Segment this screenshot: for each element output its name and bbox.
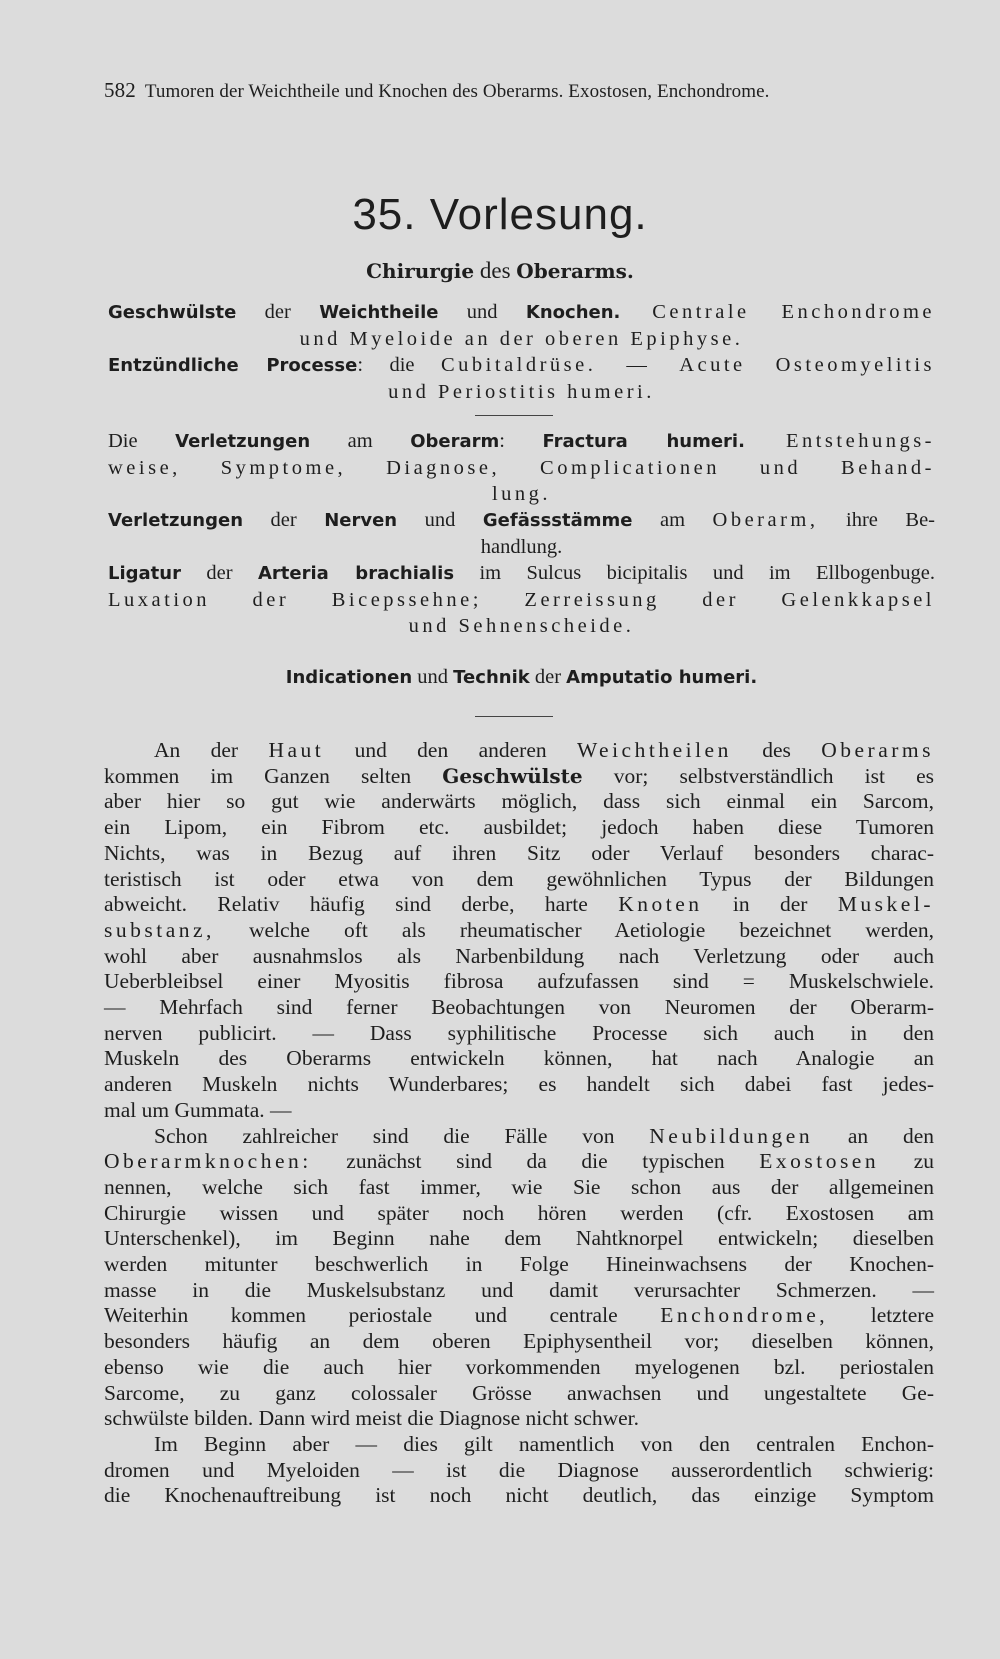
bold-term: Oberarm (410, 431, 500, 452)
text-line (108, 507, 935, 534)
text-line (108, 299, 935, 326)
lecture-title: 35. Vorlesung. (352, 190, 648, 239)
text-run: des (731, 738, 822, 762)
text-run: nerven publicirt. — Dass syphilitische Processe sich auch in den (104, 1020, 934, 1045)
bold-term: Indicationen (285, 667, 413, 688)
text-line (108, 481, 935, 507)
text-line (104, 738, 934, 764)
text-line (104, 1278, 934, 1304)
text-line (108, 326, 935, 352)
page-number: 582 (104, 78, 136, 102)
text-line (104, 1329, 934, 1355)
summary-block-injuries (108, 428, 935, 639)
text-run: teristisch ist oder etwa von dem gewöhnlichen Typus der Bildungen (104, 866, 934, 891)
text-run: an den (813, 1123, 934, 1148)
subtitle-part-c: Oberarms. (516, 259, 634, 283)
text-line (104, 1355, 934, 1381)
text-run: die Knochenauftreibung ist noch nicht deutlich, das einzige Symptom (104, 1483, 934, 1508)
text-run: kommen im Ganzen selten (104, 763, 443, 788)
spaced-term: und Myeloide an der oberen Epiphyse. (299, 328, 744, 350)
text-line (104, 918, 934, 944)
spaced-term: Oberarmknochen: (104, 1149, 312, 1174)
text-line (108, 352, 935, 379)
text-run: am (310, 430, 411, 452)
text-line (104, 867, 934, 893)
lecture-subtitle (0, 258, 1000, 284)
text-run: ebenso wie die auch hier vorkommenden myelogenen bzl. periostalen (104, 1354, 934, 1379)
text-run: Im Beginn aber — dies gilt namentlich von den centralen Enchon- (154, 1431, 934, 1456)
bold-term: Fractura humeri. (542, 431, 745, 452)
bold-term: Gefässstämme (482, 510, 633, 531)
body-text (104, 738, 934, 1509)
bold-term: Nerven (324, 510, 398, 531)
text-run: zu (879, 1149, 934, 1174)
text-run: An der (154, 738, 269, 762)
spaced-term: und Periostitis humeri. (388, 381, 655, 403)
spaced-term: Luxation der Bicepssehne; Zerreissung der Gelenkkapsel (108, 589, 935, 611)
bold-term: Entzündliche Processe (108, 355, 358, 376)
text-run: dromen und Myeloiden — ist die Diagnose ausserordentlich schwierig: (104, 1457, 934, 1482)
text-line (104, 1252, 934, 1278)
bold-term: Ligatur (108, 563, 181, 584)
text-line (104, 1381, 934, 1407)
text-line (104, 969, 934, 995)
text-line (104, 1124, 934, 1150)
text-run: Schon zahlreicher sind die Fälle von (154, 1123, 650, 1148)
text-line (108, 379, 935, 405)
text-run: wohl aber ausnahmslos als Narbenbildung nach Verletzung oder auch (104, 943, 934, 968)
bold-term: Arteria brachialis (257, 563, 455, 584)
text-line (104, 789, 934, 815)
text-run: — Mehrfach sind ferner Beobachtungen von Neuromen der Oberarm- (104, 995, 934, 1020)
spaced-term: weise, Symptome, Diagnose, Complicationen und Behand- (108, 457, 935, 479)
text-run: und (438, 301, 526, 323)
text-run: anderen Muskeln nichts Wunderbares; es handelt sich dabei fast jedes- (104, 1072, 934, 1097)
text-line (104, 1046, 934, 1072)
text-line (104, 1021, 934, 1047)
spaced-term: lung. (491, 483, 552, 505)
text-run: der (529, 666, 567, 688)
text-line (104, 1432, 934, 1458)
bold-term: Geschwülste (108, 302, 237, 323)
spaced-term: Enchondrome, (660, 1303, 829, 1328)
spaced-term: und Sehnenscheide. (408, 615, 635, 637)
text-run: Ueberbleibsel einer Myositis fibrosa aufzufassen sind = Muskelschwiele. (104, 969, 934, 994)
spaced-term: Neubildungen (649, 1123, 814, 1148)
subtitle-part-a: Chirurgie (366, 259, 475, 283)
text-run: letztere (828, 1303, 934, 1328)
running-header (104, 78, 946, 103)
spaced-term: Cubitaldrüse. — Acute Osteomyelitis (441, 354, 935, 376)
text-run: welche oft als rheumatischer Aetiologie bezeichnet werden, (214, 917, 934, 942)
text-line (104, 841, 934, 867)
section-rule (475, 716, 553, 717)
text-line (104, 1303, 934, 1329)
bold-term: Geschwülste (442, 763, 583, 788)
text-line (104, 1175, 934, 1201)
section-rule (475, 415, 553, 416)
subtitle-part-b: des (474, 258, 517, 283)
text-line (108, 664, 935, 691)
text-line (104, 1406, 934, 1432)
text-run: der (236, 301, 320, 323)
text-run: Sarcome, zu ganz colossaler Grösse anwachsen und ungestaltete Ge- (104, 1380, 934, 1405)
text-run: masse in die Muskelsubstanz und damit verursachter Schmerzen. — (104, 1277, 934, 1302)
text-run: Muskeln des Oberarms entwickeln können, hat nach Analogie an (104, 1046, 934, 1071)
spaced-term: Haut (268, 738, 325, 762)
spaced-term: Exostosen (759, 1149, 880, 1174)
text-run: in der (702, 892, 838, 917)
text-run: ihre Be- (818, 509, 935, 531)
text-run: Weiterhin kommen periostale und centrale (104, 1303, 661, 1328)
text-run: Unterschenkel), im Beginn nahe dem Nahtknorpel entwickeln; dieselben (104, 1226, 934, 1251)
bold-term: Knochen. (525, 302, 621, 323)
text-line (108, 428, 935, 455)
text-run: werden mitunter beschwerlich in Folge Hineinwachsens der Knochen- (104, 1252, 934, 1277)
text-run: am (632, 509, 713, 531)
text-run: nennen, welche sich fast immer, wie Sie schon aus der allgemeinen (104, 1174, 934, 1199)
text-run: aber hier so gut wie anderwärts möglich, dass sich einmal ein Sarcom, (104, 789, 934, 814)
text-line (104, 1483, 934, 1509)
text-run: vor; selbstverständlich ist es (582, 763, 934, 788)
text-line (108, 613, 935, 639)
text-run: Die (108, 430, 176, 452)
text-run: : (499, 430, 543, 452)
text-run: und (397, 509, 483, 531)
bold-term: Verletzungen (175, 431, 311, 452)
text-line (104, 1458, 934, 1484)
text-run: abweicht. Relativ häufig sind derbe, harte (104, 892, 619, 917)
spaced-term: Oberarm, (712, 509, 819, 531)
spaced-term: Muskel- (837, 892, 934, 917)
spaced-term: Weichtheilen (576, 738, 732, 762)
text-line (104, 815, 934, 841)
text-line (108, 560, 935, 587)
summary-block-amputation (108, 664, 935, 691)
text-run: zunächst sind da die typischen (311, 1149, 760, 1174)
text-line (104, 764, 934, 790)
spaced-term: Entstehungs- (744, 430, 935, 452)
spaced-term: Oberarms (821, 738, 934, 762)
text-line (104, 1072, 934, 1098)
bold-term: Verletzungen (108, 510, 244, 531)
text-run: Chirurgie wissen und später noch hören werden (cfr. Exostosen am (104, 1200, 934, 1225)
spaced-term: substanz, (104, 917, 215, 942)
text-line (104, 995, 934, 1021)
text-line (104, 1098, 934, 1124)
text-line (104, 944, 934, 970)
spaced-term: Centrale Enchondrome (620, 301, 935, 323)
spaced-term: Knoten (618, 892, 703, 917)
bold-term: Technik (453, 667, 530, 688)
text-run: mal um Gummata. — (104, 1097, 292, 1122)
bold-term: Amputatio humeri. (566, 667, 758, 688)
text-run: Nichts, was in Bezug auf ihren Sitz oder Verlauf besonders charac- (104, 840, 934, 865)
text-run: besonders häufig an dem oberen Epiphysentheil vor; dieselben können, (104, 1329, 934, 1354)
text-line (104, 1226, 934, 1252)
text-line (108, 587, 935, 613)
text-run: im Sulcus bicipitalis und im Ellbogenbuge. (454, 562, 936, 584)
text-line (104, 1201, 934, 1227)
text-line (104, 892, 934, 918)
text-run: : die (357, 354, 441, 376)
text-line (104, 1149, 934, 1175)
running-title: Tumoren der Weichtheile und Knochen des Oberarms. Exostosen, Enchondrome. (144, 81, 770, 102)
text-run: der (180, 562, 258, 584)
text-run: ein Lipom, ein Fibrom etc. ausbildet; jedoch haben diese Tumoren (104, 815, 934, 840)
text-line (108, 455, 935, 481)
text-run: handlung. (480, 536, 563, 558)
text-line (108, 534, 935, 560)
summary-block-tumors (108, 299, 935, 405)
text-run: schwülste bilden. Dann wird meist die Diagnose nicht schwer. (104, 1406, 640, 1431)
text-run: der (243, 509, 325, 531)
text-run: und den anderen (324, 738, 577, 762)
text-run: und (412, 666, 454, 688)
bold-term: Weichtheile (319, 302, 439, 323)
